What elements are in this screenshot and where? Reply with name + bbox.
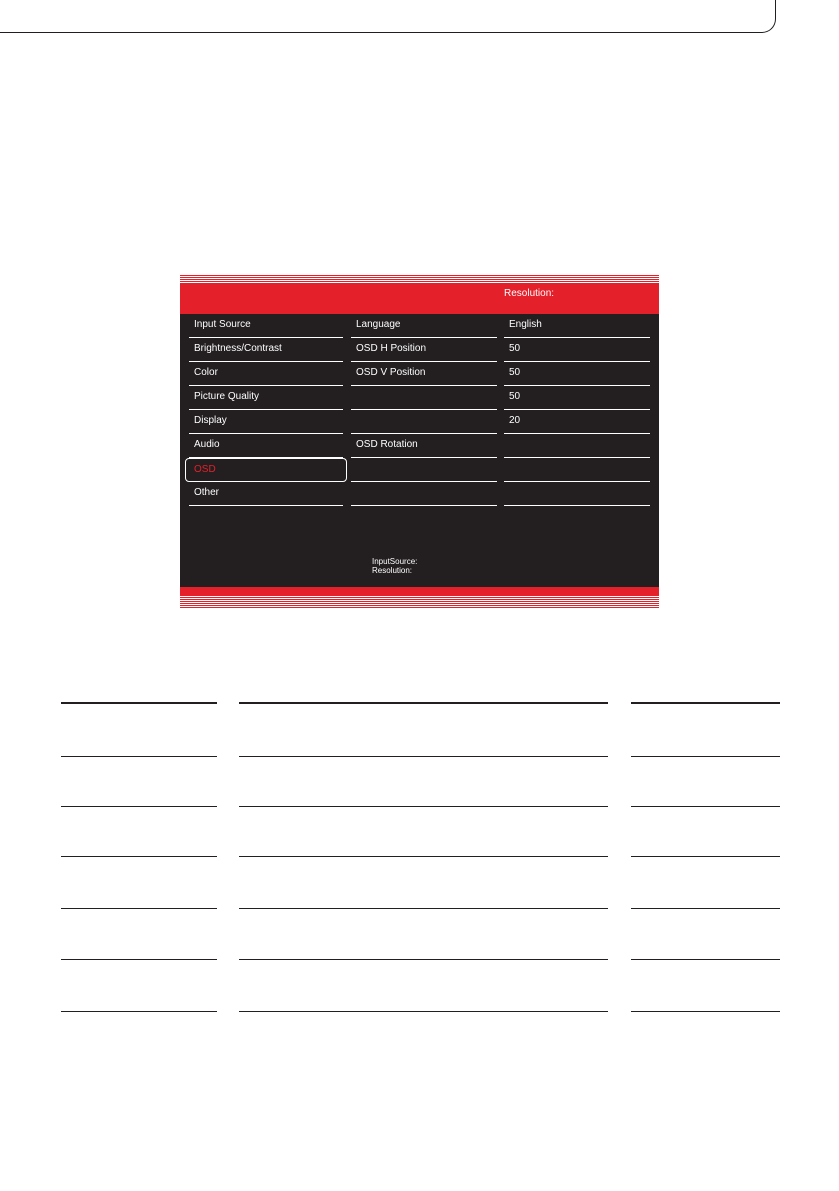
- table-rule: [61, 702, 217, 704]
- menu-item-brightness-contrast[interactable]: [189, 338, 343, 362]
- table-rule: [239, 1011, 608, 1012]
- menu-item-label: OSD: [194, 464, 216, 475]
- table-rule: [61, 959, 217, 960]
- menu-item-label: Input Source: [194, 319, 251, 330]
- value-text: 20: [509, 415, 521, 426]
- submenu-item-empty: [351, 410, 497, 434]
- menu-item-audio[interactable]: [189, 434, 343, 458]
- menu-item-color[interactable]: [189, 362, 343, 386]
- table-rule: [239, 756, 608, 757]
- table-rule: [61, 856, 217, 857]
- header-resolution-label: Resolution:: [504, 288, 555, 299]
- value-osd-v-position[interactable]: [504, 362, 650, 386]
- value-empty: [504, 482, 650, 506]
- value-text: 50: [509, 343, 521, 354]
- value-language[interactable]: [504, 314, 650, 338]
- table-rule: [239, 806, 608, 807]
- submenu-item-label: OSD H Position: [356, 343, 427, 354]
- status-input-source-label: InputSource:: [372, 557, 418, 566]
- table-rule: [239, 856, 608, 857]
- value-text: English: [509, 319, 542, 330]
- table-rule: [61, 806, 217, 807]
- table-rule: [631, 806, 780, 807]
- value-row-5[interactable]: [504, 410, 650, 434]
- value-text: 50: [509, 391, 521, 402]
- table-rule: [239, 908, 608, 909]
- bottom-stripes: [180, 596, 659, 608]
- table-rule: [61, 908, 217, 909]
- submenu-item-osd-v-position[interactable]: [351, 362, 497, 386]
- value-row-4[interactable]: [504, 386, 650, 410]
- value-column: [504, 314, 650, 506]
- status-resolution-label: Resolution:: [372, 566, 413, 575]
- table-rule: [631, 959, 780, 960]
- submenu-item-label: Language: [356, 319, 401, 330]
- value-text: 50: [509, 367, 521, 378]
- table-rule: [631, 702, 780, 704]
- submenu-item-language[interactable]: [351, 314, 497, 338]
- menu-item-label: Display: [194, 415, 227, 426]
- value-osd-rotation[interactable]: [504, 434, 650, 458]
- submenu-item-label: OSD V Position: [356, 367, 426, 378]
- table-rule: [631, 1011, 780, 1012]
- table-rule: [61, 756, 217, 757]
- header-bar: [180, 283, 659, 314]
- menu-item-picture-quality[interactable]: [189, 386, 343, 410]
- osd-menu-panel: [180, 275, 659, 608]
- menu-item-label: Other: [194, 487, 220, 498]
- main-menu-column: [189, 314, 343, 506]
- status-info: [372, 557, 417, 575]
- submenu-item-label: OSD Rotation: [356, 439, 418, 450]
- menu-item-display[interactable]: [189, 410, 343, 434]
- table-rule: [239, 702, 608, 704]
- menu-item-input-source[interactable]: [189, 314, 343, 338]
- submenu-item-osd-h-position[interactable]: [351, 338, 497, 362]
- value-osd-h-position[interactable]: [504, 338, 650, 362]
- value-empty: [504, 458, 650, 482]
- menu-item-osd[interactable]: [185, 458, 347, 482]
- submenu-item-osd-rotation[interactable]: [351, 434, 497, 458]
- table-rule: [239, 959, 608, 960]
- table-rule: [631, 856, 780, 857]
- table-rule: [631, 756, 780, 757]
- menu-item-label: Audio: [194, 439, 220, 450]
- menu-item-label: Color: [194, 367, 218, 378]
- menu-item-label: Brightness/Contrast: [194, 343, 282, 354]
- submenu-item-empty: [351, 386, 497, 410]
- page-corner-frame: [0, 0, 776, 33]
- submenu-item-empty: [351, 482, 497, 506]
- table-rule: [61, 1011, 217, 1012]
- submenu-column: [351, 314, 497, 506]
- top-stripes: [180, 275, 659, 283]
- table-rule: [631, 908, 780, 909]
- submenu-item-empty: [351, 458, 497, 482]
- menu-item-other[interactable]: [189, 482, 343, 506]
- menu-item-label: Picture Quality: [194, 391, 260, 402]
- footer-bar: [180, 587, 659, 596]
